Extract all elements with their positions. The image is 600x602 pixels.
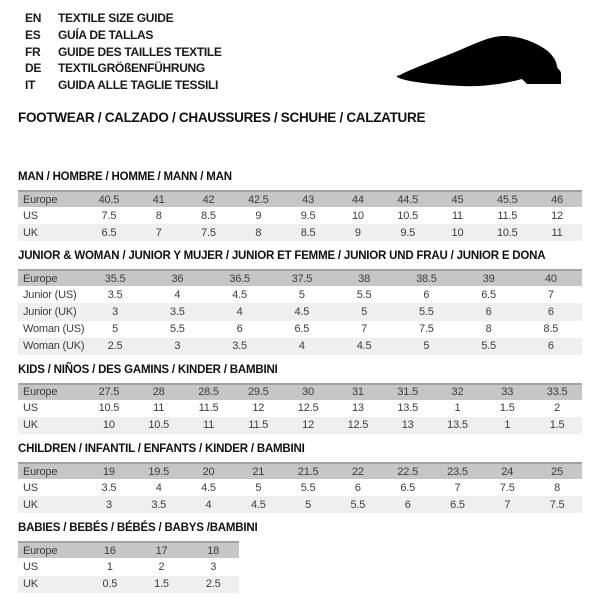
- babies-row-us: [18, 558, 239, 575]
- section-title-children: CHILDREN / INFANTIL / ENFANTS / KINDER / BAMBINI: [18, 443, 305, 456]
- size-value-cell: 6.5: [450, 498, 465, 511]
- size-value-cell: 8.5: [201, 209, 216, 222]
- row-label: Junior (UK): [23, 306, 77, 319]
- size-value-cell: 25: [551, 465, 563, 478]
- row-label: Europe: [23, 386, 58, 399]
- language-code: EN: [25, 11, 42, 25]
- size-value-cell: 8: [255, 226, 262, 239]
- size-value-cell: 4: [205, 498, 212, 511]
- size-value-cell: 4.5: [232, 288, 247, 301]
- size-value-cell: 31.5: [397, 386, 418, 399]
- size-value-cell: 10: [451, 226, 464, 239]
- size-value-cell: 3.5: [151, 498, 167, 511]
- size-value-cell: 4.5: [294, 306, 310, 319]
- language-row-en: [25, 10, 222, 27]
- row-label: Woman (US): [23, 323, 85, 336]
- language-code: IT: [25, 78, 36, 93]
- size-value-cell: 4.5: [201, 481, 216, 494]
- size-value-cell: 21.5: [297, 465, 319, 478]
- size-value-cell: 28.5: [198, 386, 219, 399]
- size-value-cell: 10: [351, 209, 364, 222]
- size-value-cell: 3: [112, 306, 119, 319]
- size-value-cell: 3.5: [101, 481, 117, 494]
- size-value-cell: 1.5: [154, 578, 169, 591]
- size-value-cell: 16: [103, 544, 116, 557]
- size-value-cell: 45: [451, 193, 464, 206]
- size-value-cell: 7.5: [549, 498, 565, 511]
- language-label: GUIDE DES TAILLES TEXTILE: [58, 44, 222, 59]
- size-value-cell: 18: [207, 544, 220, 557]
- size-value-cell: 3.5: [232, 340, 247, 353]
- row-label: Europe: [23, 193, 58, 206]
- size-value-cell: 46: [551, 193, 563, 206]
- children-row-uk: [18, 496, 582, 513]
- size-tables: [18, 171, 582, 602]
- size-value-cell: 19: [102, 465, 115, 478]
- row-label: US: [23, 560, 38, 573]
- size-value-cell: 6: [354, 481, 361, 494]
- size-value-cell: 5.5: [300, 481, 316, 494]
- size-value-cell: 5: [298, 288, 305, 301]
- size-value-cell: 4.5: [356, 340, 372, 353]
- size-value-cell: 2.5: [205, 578, 221, 591]
- size-value-cell: 12: [551, 209, 563, 222]
- section-babies: [18, 522, 582, 592]
- size-value-cell: 22.5: [397, 465, 418, 478]
- size-value-cell: 6: [423, 288, 430, 301]
- size-value-cell: 42: [202, 193, 215, 206]
- section-title-babies: BABIES / BEBÉS / BÉBÉS / BABYS /BAMBINI: [18, 522, 258, 535]
- size-table-babies: [18, 541, 239, 592]
- size-value-cell: 44: [351, 193, 364, 206]
- size-value-cell: 7.5: [419, 323, 434, 336]
- size-value-cell: 35.5: [104, 272, 126, 285]
- size-value-cell: 22: [351, 465, 364, 478]
- size-value-cell: 13.5: [447, 419, 468, 432]
- size-value-cell: 10.5: [148, 419, 169, 432]
- size-value-cell: 4.5: [250, 498, 266, 511]
- junior-woman-row-woman-uk: [18, 338, 582, 355]
- row-label: Europe: [23, 465, 58, 478]
- size-table-man: [18, 190, 582, 241]
- row-label: Woman (UK): [23, 340, 85, 353]
- row-label: UK: [23, 226, 38, 239]
- size-value-cell: 7: [155, 226, 162, 239]
- size-value-cell: 7: [547, 288, 554, 301]
- size-value-cell: 44.5: [397, 193, 418, 206]
- language-row-de: [25, 60, 222, 77]
- size-value-cell: 13: [351, 402, 364, 415]
- size-table-children: [18, 462, 582, 513]
- size-value-cell: 5.5: [170, 323, 185, 336]
- size-value-cell: 9.5: [300, 209, 316, 222]
- size-value-cell: 7.5: [201, 226, 216, 239]
- size-value-cell: 24: [501, 465, 514, 478]
- man-row-europe: [18, 190, 582, 207]
- size-value-cell: 9: [354, 226, 361, 239]
- row-label: UK: [23, 419, 38, 432]
- row-label: UK: [23, 498, 38, 511]
- language-code: DE: [25, 61, 42, 76]
- size-value-cell: 6: [236, 323, 243, 336]
- size-value-cell: 9.5: [400, 226, 416, 239]
- row-label: US: [23, 402, 38, 415]
- junior-woman-row-junior-us: [18, 286, 582, 303]
- language-code: ES: [25, 27, 41, 42]
- size-value-cell: 36: [171, 272, 184, 285]
- size-value-cell: 3.5: [170, 306, 185, 319]
- man-row-us: [18, 207, 582, 224]
- size-value-cell: 20: [202, 465, 215, 478]
- junior-woman-row-woman-us: [18, 321, 582, 338]
- size-value-cell: 5.5: [350, 498, 366, 511]
- size-value-cell: 4: [155, 481, 162, 494]
- size-value-cell: 32: [451, 386, 464, 399]
- size-value-cell: 6.5: [101, 226, 117, 239]
- size-value-cell: 13: [401, 419, 414, 432]
- row-label: Europe: [23, 272, 58, 285]
- size-value-cell: 8.5: [543, 323, 559, 336]
- size-value-cell: 6: [404, 498, 411, 511]
- size-value-cell: 38.5: [416, 272, 437, 285]
- language-label: GUÍA DE TALLAS: [58, 27, 154, 42]
- size-value-cell: 11.5: [497, 209, 518, 222]
- size-value-cell: 1: [106, 560, 113, 573]
- kids-row-us: [18, 400, 582, 417]
- size-value-cell: 2: [554, 402, 561, 415]
- size-value-cell: 13.5: [397, 402, 418, 415]
- size-value-cell: 7.5: [101, 209, 117, 222]
- category-title: FOOTWEAR / CALZADO / CHAUSSURES / SCHUHE / CALZATURE: [18, 110, 426, 125]
- size-value-cell: 40: [544, 272, 557, 285]
- size-value-cell: 28: [152, 386, 165, 399]
- size-value-cell: 27.5: [98, 386, 120, 399]
- size-value-cell: 11: [551, 226, 563, 239]
- size-value-cell: 3.5: [107, 288, 123, 301]
- size-value-cell: 6.5: [400, 481, 416, 494]
- size-value-cell: 11.5: [248, 419, 269, 432]
- size-value-cell: 5: [305, 498, 312, 511]
- size-value-cell: 10.5: [397, 209, 418, 222]
- row-label: Europe: [23, 544, 58, 557]
- size-value-cell: 3: [105, 498, 112, 511]
- size-value-cell: 9: [255, 209, 262, 222]
- babies-row-europe: [18, 541, 239, 558]
- size-value-cell: 8: [485, 323, 492, 336]
- row-label: US: [23, 209, 38, 222]
- size-value-cell: 5: [112, 323, 119, 336]
- size-value-cell: 19.5: [148, 465, 169, 478]
- size-value-cell: 33: [501, 386, 514, 399]
- size-value-cell: 33.5: [546, 386, 568, 399]
- size-value-cell: 5: [423, 340, 430, 353]
- size-value-cell: 6: [547, 306, 554, 319]
- size-table-kids: [18, 383, 582, 434]
- size-value-cell: 10.5: [496, 226, 518, 239]
- size-value-cell: 0.5: [102, 578, 118, 591]
- size-value-cell: 11: [451, 209, 463, 222]
- language-label: TEXTILGRÖßENFÜHRUNG: [58, 61, 205, 76]
- size-value-cell: 31: [351, 386, 364, 399]
- size-value-cell: 11: [153, 402, 165, 415]
- language-row-fr: [25, 44, 222, 61]
- section-title-kids: KIDS / NIÑOS / DES GAMINS / KINDER / BAMBINI: [18, 363, 278, 376]
- size-value-cell: 39: [482, 272, 495, 285]
- size-value-cell: 3: [174, 340, 181, 353]
- section-junior-woman: [18, 250, 582, 354]
- size-value-cell: 23.5: [447, 465, 468, 478]
- size-value-cell: 6.5: [294, 323, 310, 336]
- kids-row-europe: [18, 383, 582, 400]
- row-label: US: [23, 481, 38, 494]
- section-children: [18, 443, 582, 513]
- language-label: GUIDA ALLE TAGLIE TESSILI: [58, 78, 219, 93]
- size-value-cell: 2.5: [107, 340, 123, 353]
- size-value-cell: 7: [504, 498, 511, 511]
- size-value-cell: 6: [485, 306, 492, 319]
- junior-woman-row-junior-uk: [18, 303, 582, 320]
- size-value-cell: 6.5: [481, 288, 496, 301]
- size-value-cell: 4: [298, 340, 305, 353]
- size-value-cell: 5.5: [481, 340, 496, 353]
- size-value-cell: 45.5: [496, 193, 518, 206]
- size-value-cell: 37.5: [291, 272, 313, 285]
- size-value-cell: 8.5: [300, 226, 316, 239]
- shoe-icon: [393, 27, 575, 97]
- size-value-cell: 11.5: [198, 402, 219, 415]
- size-value-cell: 17: [155, 544, 168, 557]
- size-value-cell: 5.5: [419, 306, 434, 319]
- size-value-cell: 8: [155, 209, 162, 222]
- size-value-cell: 2: [158, 560, 165, 573]
- size-value-cell: 1: [504, 419, 511, 432]
- size-value-cell: 4: [174, 288, 181, 301]
- size-value-cell: 4: [236, 306, 243, 319]
- language-label: TEXTILE SIZE GUIDE: [58, 11, 174, 25]
- size-value-cell: 11: [202, 419, 214, 432]
- size-value-cell: 10.5: [98, 402, 120, 415]
- size-value-cell: 6: [547, 340, 554, 353]
- size-value-cell: 10: [102, 419, 115, 432]
- size-value-cell: 12: [252, 402, 265, 415]
- size-value-cell: 21: [252, 465, 265, 478]
- size-value-cell: 7.5: [499, 481, 515, 494]
- section-title-man: MAN / HOMBRE / HOMME / MANN / MAN: [18, 171, 232, 183]
- size-value-cell: 12: [302, 419, 314, 432]
- size-table-junior-woman: [18, 269, 582, 354]
- size-value-cell: 5: [361, 306, 368, 319]
- size-value-cell: 8: [554, 481, 561, 494]
- size-value-cell: 40.5: [98, 193, 120, 206]
- size-value-cell: 29.5: [247, 386, 269, 399]
- size-value-cell: 1.5: [549, 419, 565, 432]
- size-value-cell: 7: [361, 323, 368, 336]
- language-code: FR: [25, 44, 41, 59]
- language-row-es: [25, 27, 222, 44]
- size-value-cell: 38: [358, 272, 371, 285]
- row-label: UK: [23, 578, 38, 591]
- size-value-cell: 42.5: [247, 193, 269, 206]
- size-value-cell: 7: [454, 481, 461, 494]
- size-value-cell: 30: [302, 386, 314, 399]
- size-value-cell: 3: [210, 560, 217, 573]
- size-value-cell: 5: [255, 481, 262, 494]
- size-value-cell: 43: [302, 193, 314, 206]
- language-row-it: [25, 77, 222, 94]
- row-label: Junior (US): [23, 288, 77, 301]
- size-value-cell: 12.5: [297, 402, 319, 415]
- size-value-cell: 5.5: [356, 288, 372, 301]
- size-value-cell: 41: [152, 193, 165, 206]
- babies-row-uk: [18, 576, 239, 593]
- kids-row-uk: [18, 417, 582, 434]
- size-value-cell: 36.5: [229, 272, 250, 285]
- language-list: [25, 10, 222, 94]
- man-row-uk: [18, 224, 582, 241]
- size-value-cell: 12.5: [347, 419, 369, 432]
- section-title-junior-woman: JUNIOR & WOMAN / JUNIOR Y MUJER / JUNIOR ET FEMME / JUNIOR UND FRAU / JUNIOR E DONA: [18, 250, 546, 263]
- size-value-cell: 1.5: [499, 402, 515, 415]
- section-man: [18, 171, 582, 241]
- children-row-us: [18, 479, 582, 496]
- junior-woman-row-europe: [18, 269, 582, 286]
- size-value-cell: 1: [454, 402, 461, 415]
- children-row-europe: [18, 462, 582, 479]
- section-kids: [18, 364, 582, 434]
